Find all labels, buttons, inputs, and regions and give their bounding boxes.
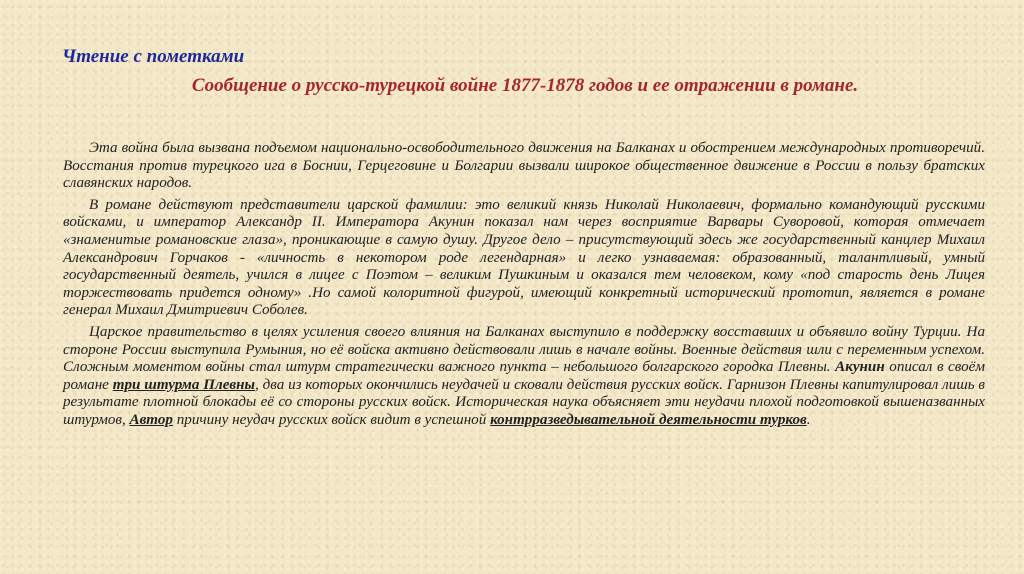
paragraph-3-text-4: причину неудач русских войск видит в успешной <box>172 411 491 428</box>
paragraph-3 <box>63 324 985 430</box>
paragraph-3-text-2: описал в своём романе <box>63 359 985 393</box>
highlight-akunin: Акунин <box>835 359 885 376</box>
highlight-author: Автор <box>129 411 173 428</box>
page-heading: Чтение с пометками <box>62 46 245 67</box>
highlight-three-assaults: три штурма Плевны <box>112 376 256 393</box>
paragraph-3-text-3: , два из которых окончились неудачей и сковали действия русских войск. Гарнизон Плевны капитулировал лишь в результате плотной блокады её со стороны русских войск. Историческая наука объясняет эти неудачи плохой подготовкой вышеназванных штурмов, <box>63 376 985 428</box>
page-subtitle: Сообщение о русско-турецкой войне 1877-1878 годов и ее отражении в романе. <box>191 75 859 96</box>
paragraph-3-text-5: . <box>806 411 811 428</box>
body-text <box>63 140 985 434</box>
paragraph-2: В романе действуют представители царской фамилии: это великий князь Николай Николаевич, формально командующий русскими войсками, и император Александр II. Императора Акунин показал нам через восприятие Варвары Суворовой, которая отмечает «знаменитые романовские глаза», проникающие в самую душу. Другое дело – присутствующий здесь же государственный канцлер Михаил Александрович Горчаков - «личность в некотором роде легендарная» и легко узнаваемая: образованный, талантливый, умный государственный деятель, учился в лицее с Поэтом – великим Пушкиным и оказался тем человеком, кому «под старость день Лицея торжествовать придется одному» .Но самой колоритной фигурой, имеющий конкретный исторический прототип, является в романе генерал Михаил Дмитриевич Соболев. <box>63 196 985 319</box>
paragraph-3-text-1: Царское правительство в целях усиления своего влияния на Балканах выступило в поддержку восставших и объявило войну Турции. На стороне России выступила Румыния, но её войска активно действовали лишь в начале войны. Военные действия шли с переменным успехом. Сложным моментом войны стал штурм стратегически важного пункта – небольшого болгарского городка Плевны. <box>63 323 985 376</box>
highlight-counterintelligence: контрразведывательной деятельности турков <box>490 411 807 428</box>
paragraph-1: Эта война была вызвана подъемом национально-освободительного движения на Балканах и обострением международных противоречий. Восстания против турецкого ига в Боснии, Герцеговине и Болгарии вызвали широкое общественное движение в России в пользу братских славянских народов. <box>63 140 985 192</box>
